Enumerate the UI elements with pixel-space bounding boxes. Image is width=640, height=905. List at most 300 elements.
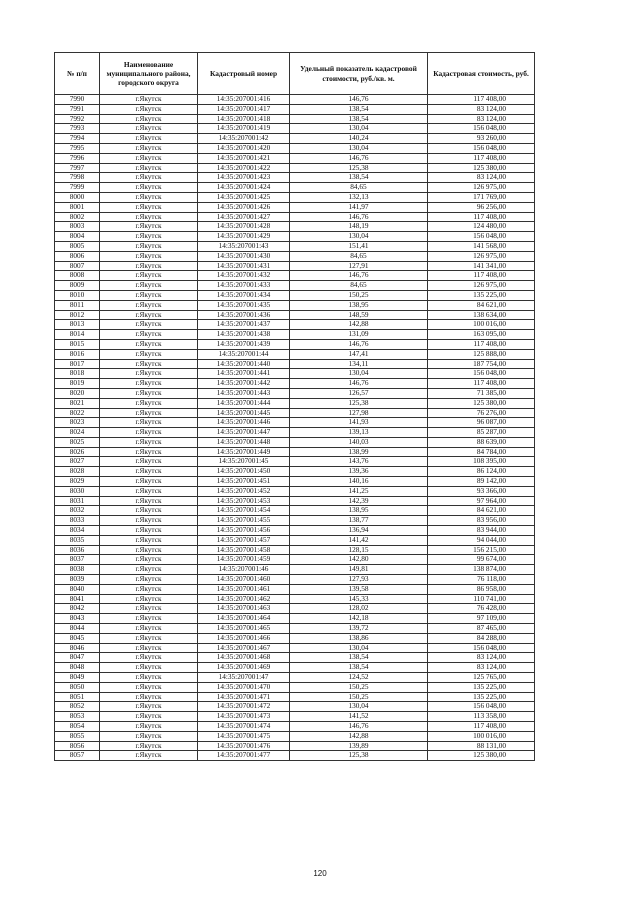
table-row bbox=[55, 633, 535, 643]
municipality-cell: г.Якутск bbox=[100, 682, 198, 692]
cadastral-number-cell: 14:35:207001:453 bbox=[198, 496, 290, 506]
table-row bbox=[55, 731, 535, 741]
municipality-cell: г.Якутск bbox=[100, 535, 198, 545]
cadastral-number-cell: 14:35:207001:417 bbox=[198, 104, 290, 114]
cadastral-cost-cell: 83 124,00 bbox=[428, 104, 535, 114]
cadastral-number-cell: 14:35:207001:437 bbox=[198, 320, 290, 330]
row-number-cell: 8014 bbox=[55, 330, 100, 340]
cadastral-table-container bbox=[54, 52, 534, 761]
specific-value-cell: 146,76 bbox=[290, 722, 428, 732]
municipality-cell: г.Якутск bbox=[100, 300, 198, 310]
specific-value-cell: 139,89 bbox=[290, 741, 428, 751]
specific-value-cell: 130,04 bbox=[290, 143, 428, 153]
cadastral-number-cell: 14:35:207001:420 bbox=[198, 143, 290, 153]
table-row bbox=[55, 682, 535, 692]
row-number-cell: 8054 bbox=[55, 722, 100, 732]
specific-value-cell: 84,65 bbox=[290, 183, 428, 193]
row-number-cell: 8006 bbox=[55, 251, 100, 261]
municipality-cell: г.Якутск bbox=[100, 653, 198, 663]
municipality-cell: г.Якутск bbox=[100, 212, 198, 222]
row-number-cell: 8011 bbox=[55, 300, 100, 310]
table-row bbox=[55, 192, 535, 202]
municipality-cell: г.Якутск bbox=[100, 281, 198, 291]
table-row bbox=[55, 447, 535, 457]
municipality-cell: г.Якутск bbox=[100, 124, 198, 134]
specific-value-cell: 138,99 bbox=[290, 447, 428, 457]
cadastral-number-cell: 14:35:207001:468 bbox=[198, 653, 290, 663]
municipality-cell: г.Якутск bbox=[100, 545, 198, 555]
row-number-cell: 8044 bbox=[55, 624, 100, 634]
specific-value-cell: 141,25 bbox=[290, 486, 428, 496]
specific-value-cell: 127,93 bbox=[290, 575, 428, 585]
cadastral-cost-cell: 84 288,00 bbox=[428, 633, 535, 643]
municipality-cell: г.Якутск bbox=[100, 202, 198, 212]
cadastral-number-cell: 14:35:207001:47 bbox=[198, 673, 290, 683]
municipality-cell: г.Якутск bbox=[100, 643, 198, 653]
table-row bbox=[55, 163, 535, 173]
specific-value-cell: 140,24 bbox=[290, 134, 428, 144]
table-row bbox=[55, 624, 535, 634]
municipality-cell: г.Якутск bbox=[100, 663, 198, 673]
cadastral-number-cell: 14:35:207001:459 bbox=[198, 555, 290, 565]
municipality-cell: г.Якутск bbox=[100, 330, 198, 340]
cadastral-cost-cell: 88 131,00 bbox=[428, 741, 535, 751]
municipality-cell: г.Якутск bbox=[100, 251, 198, 261]
row-number-cell: 8025 bbox=[55, 437, 100, 447]
specific-value-cell: 138,95 bbox=[290, 300, 428, 310]
cadastral-cost-cell: 125 380,00 bbox=[428, 398, 535, 408]
municipality-cell: г.Якутск bbox=[100, 477, 198, 487]
cadastral-cost-cell: 126 975,00 bbox=[428, 251, 535, 261]
cadastral-cost-cell: 141 568,00 bbox=[428, 241, 535, 251]
row-number-cell: 8048 bbox=[55, 663, 100, 673]
specific-value-cell: 146,76 bbox=[290, 153, 428, 163]
row-number-cell: 8036 bbox=[55, 545, 100, 555]
cadastral-number-cell: 14:35:207001:473 bbox=[198, 712, 290, 722]
cadastral-cost-cell: 83 124,00 bbox=[428, 663, 535, 673]
table-row bbox=[55, 712, 535, 722]
cadastral-cost-cell: 171 769,00 bbox=[428, 192, 535, 202]
row-number-cell: 8002 bbox=[55, 212, 100, 222]
cadastral-number-cell: 14:35:207001:424 bbox=[198, 183, 290, 193]
cadastral-number-cell: 14:35:207001:445 bbox=[198, 408, 290, 418]
cadastral-cost-cell: 96 087,00 bbox=[428, 418, 535, 428]
table-row bbox=[55, 643, 535, 653]
row-number-cell: 8003 bbox=[55, 222, 100, 232]
cadastral-number-cell: 14:35:207001:429 bbox=[198, 232, 290, 242]
cadastral-cost-cell: 138 874,00 bbox=[428, 565, 535, 575]
cadastral-cost-cell: 141 341,00 bbox=[428, 261, 535, 271]
cadastral-cost-cell: 100 016,00 bbox=[428, 320, 535, 330]
cadastral-number-cell: 14:35:207001:463 bbox=[198, 604, 290, 614]
table-row bbox=[55, 310, 535, 320]
municipality-cell: г.Якутск bbox=[100, 741, 198, 751]
row-number-cell: 8010 bbox=[55, 290, 100, 300]
specific-value-cell: 142,18 bbox=[290, 614, 428, 624]
municipality-cell: г.Якутск bbox=[100, 408, 198, 418]
table-body bbox=[55, 95, 535, 761]
cadastral-cost-cell: 93 260,00 bbox=[428, 134, 535, 144]
row-number-cell: 8033 bbox=[55, 516, 100, 526]
specific-value-cell: 146,76 bbox=[290, 95, 428, 105]
table-row bbox=[55, 241, 535, 251]
cadastral-number-cell: 14:35:207001:46 bbox=[198, 565, 290, 575]
cadastral-cost-cell: 156 048,00 bbox=[428, 232, 535, 242]
municipality-cell: г.Якутск bbox=[100, 359, 198, 369]
table-row bbox=[55, 134, 535, 144]
cadastral-number-cell: 14:35:207001:449 bbox=[198, 447, 290, 457]
table-row bbox=[55, 222, 535, 232]
cadastral-number-cell: 14:35:207001:436 bbox=[198, 310, 290, 320]
cadastral-cost-cell: 89 142,00 bbox=[428, 477, 535, 487]
cadastral-number-cell: 14:35:207001:447 bbox=[198, 428, 290, 438]
cadastral-number-cell: 14:35:207001:466 bbox=[198, 633, 290, 643]
table-row bbox=[55, 526, 535, 536]
specific-value-cell: 125,38 bbox=[290, 163, 428, 173]
row-number-cell: 8015 bbox=[55, 339, 100, 349]
specific-value-cell: 138,77 bbox=[290, 516, 428, 526]
specific-value-cell: 147,41 bbox=[290, 349, 428, 359]
specific-value-cell: 141,97 bbox=[290, 202, 428, 212]
cadastral-number-cell: 14:35:207001:452 bbox=[198, 486, 290, 496]
specific-value-cell: 150,25 bbox=[290, 682, 428, 692]
cadastral-cost-cell: 83 944,00 bbox=[428, 526, 535, 536]
cadastral-number-cell: 14:35:207001:469 bbox=[198, 663, 290, 673]
table-row bbox=[55, 565, 535, 575]
table-row bbox=[55, 290, 535, 300]
table-row bbox=[55, 516, 535, 526]
row-number-cell: 7993 bbox=[55, 124, 100, 134]
cadastral-number-cell: 14:35:207001:427 bbox=[198, 212, 290, 222]
cadastral-cost-cell: 108 395,00 bbox=[428, 457, 535, 467]
specific-value-cell: 128,15 bbox=[290, 545, 428, 555]
cadastral-number-cell: 14:35:207001:438 bbox=[198, 330, 290, 340]
cadastral-cost-cell: 135 225,00 bbox=[428, 692, 535, 702]
cadastral-number-cell: 14:35:207001:431 bbox=[198, 261, 290, 271]
cadastral-cost-cell: 117 408,00 bbox=[428, 95, 535, 105]
row-number-cell: 7997 bbox=[55, 163, 100, 173]
row-number-cell: 8042 bbox=[55, 604, 100, 614]
cadastral-cost-cell: 87 465,00 bbox=[428, 624, 535, 634]
row-number-cell: 8004 bbox=[55, 232, 100, 242]
specific-value-cell: 134,11 bbox=[290, 359, 428, 369]
cadastral-number-cell: 14:35:207001:432 bbox=[198, 271, 290, 281]
table-row bbox=[55, 379, 535, 389]
table-row bbox=[55, 202, 535, 212]
cadastral-number-cell: 14:35:207001:422 bbox=[198, 163, 290, 173]
row-number-cell: 8018 bbox=[55, 369, 100, 379]
cadastral-cost-cell: 84 621,00 bbox=[428, 300, 535, 310]
row-number-cell: 8037 bbox=[55, 555, 100, 565]
municipality-cell: г.Якутск bbox=[100, 379, 198, 389]
specific-value-cell: 138,86 bbox=[290, 633, 428, 643]
specific-value-cell: 130,04 bbox=[290, 702, 428, 712]
cadastral-value-table bbox=[54, 52, 535, 761]
cadastral-cost-cell: 84 784,00 bbox=[428, 447, 535, 457]
cadastral-number-cell: 14:35:207001:419 bbox=[198, 124, 290, 134]
header-row-number: № п/п bbox=[55, 53, 100, 95]
cadastral-cost-cell: 76 428,00 bbox=[428, 604, 535, 614]
row-number-cell: 8016 bbox=[55, 349, 100, 359]
cadastral-cost-cell: 156 048,00 bbox=[428, 124, 535, 134]
table-row bbox=[55, 584, 535, 594]
table-row bbox=[55, 535, 535, 545]
specific-value-cell: 138,54 bbox=[290, 104, 428, 114]
row-number-cell: 7995 bbox=[55, 143, 100, 153]
municipality-cell: г.Якутск bbox=[100, 604, 198, 614]
row-number-cell: 8045 bbox=[55, 633, 100, 643]
row-number-cell: 8055 bbox=[55, 731, 100, 741]
municipality-cell: г.Якутск bbox=[100, 153, 198, 163]
municipality-cell: г.Якутск bbox=[100, 241, 198, 251]
row-number-cell: 8051 bbox=[55, 692, 100, 702]
table-row bbox=[55, 673, 535, 683]
table-row bbox=[55, 173, 535, 183]
table-row bbox=[55, 330, 535, 340]
table-row bbox=[55, 457, 535, 467]
cadastral-cost-cell: 88 639,00 bbox=[428, 437, 535, 447]
cadastral-number-cell: 14:35:207001:471 bbox=[198, 692, 290, 702]
row-number-cell: 8056 bbox=[55, 741, 100, 751]
row-number-cell: 8027 bbox=[55, 457, 100, 467]
table-row bbox=[55, 506, 535, 516]
municipality-cell: г.Якутск bbox=[100, 486, 198, 496]
table-row bbox=[55, 124, 535, 134]
row-number-cell: 8024 bbox=[55, 428, 100, 438]
table-row bbox=[55, 104, 535, 114]
municipality-cell: г.Якутск bbox=[100, 584, 198, 594]
specific-value-cell: 146,76 bbox=[290, 379, 428, 389]
specific-value-cell: 151,41 bbox=[290, 241, 428, 251]
cadastral-number-cell: 14:35:207001:421 bbox=[198, 153, 290, 163]
cadastral-cost-cell: 86 958,00 bbox=[428, 584, 535, 594]
cadastral-number-cell: 14:35:207001:462 bbox=[198, 594, 290, 604]
header-cadastral-cost: Кадастровая стоимость, руб. bbox=[428, 53, 535, 95]
specific-value-cell: 139,72 bbox=[290, 624, 428, 634]
cadastral-cost-cell: 93 366,00 bbox=[428, 486, 535, 496]
municipality-cell: г.Якутск bbox=[100, 633, 198, 643]
cadastral-cost-cell: 156 048,00 bbox=[428, 143, 535, 153]
specific-value-cell: 136,94 bbox=[290, 526, 428, 536]
specific-value-cell: 126,57 bbox=[290, 388, 428, 398]
table-row bbox=[55, 428, 535, 438]
specific-value-cell: 150,25 bbox=[290, 290, 428, 300]
cadastral-cost-cell: 135 225,00 bbox=[428, 290, 535, 300]
header-municipality: Наименование муниципального района, городского округа bbox=[100, 53, 198, 95]
cadastral-cost-cell: 156 048,00 bbox=[428, 369, 535, 379]
table-row bbox=[55, 153, 535, 163]
cadastral-number-cell: 14:35:207001:434 bbox=[198, 290, 290, 300]
municipality-cell: г.Якутск bbox=[100, 565, 198, 575]
municipality-cell: г.Якутск bbox=[100, 751, 198, 761]
table-row bbox=[55, 477, 535, 487]
row-number-cell: 8023 bbox=[55, 418, 100, 428]
cadastral-cost-cell: 86 124,00 bbox=[428, 467, 535, 477]
municipality-cell: г.Якутск bbox=[100, 349, 198, 359]
table-row bbox=[55, 663, 535, 673]
row-number-cell: 8050 bbox=[55, 682, 100, 692]
table-row bbox=[55, 722, 535, 732]
specific-value-cell: 140,03 bbox=[290, 437, 428, 447]
specific-value-cell: 146,76 bbox=[290, 339, 428, 349]
table-row bbox=[55, 114, 535, 124]
row-number-cell: 8028 bbox=[55, 467, 100, 477]
cadastral-cost-cell: 135 225,00 bbox=[428, 682, 535, 692]
row-number-cell: 8034 bbox=[55, 526, 100, 536]
table-row bbox=[55, 212, 535, 222]
municipality-cell: г.Якутск bbox=[100, 712, 198, 722]
table-row bbox=[55, 741, 535, 751]
specific-value-cell: 127,98 bbox=[290, 408, 428, 418]
cadastral-number-cell: 14:35:207001:460 bbox=[198, 575, 290, 585]
municipality-cell: г.Якутск bbox=[100, 496, 198, 506]
cadastral-number-cell: 14:35:207001:475 bbox=[198, 731, 290, 741]
cadastral-cost-cell: 117 408,00 bbox=[428, 722, 535, 732]
table-row bbox=[55, 369, 535, 379]
row-number-cell: 8019 bbox=[55, 379, 100, 389]
cadastral-cost-cell: 187 754,00 bbox=[428, 359, 535, 369]
municipality-cell: г.Якутск bbox=[100, 624, 198, 634]
header-specific-value: Удельный показатель кадастровой стоимости, руб./кв. м. bbox=[290, 53, 428, 95]
specific-value-cell: 141,52 bbox=[290, 712, 428, 722]
specific-value-cell: 124,52 bbox=[290, 673, 428, 683]
cadastral-cost-cell: 96 256,00 bbox=[428, 202, 535, 212]
specific-value-cell: 138,95 bbox=[290, 506, 428, 516]
cadastral-number-cell: 14:35:207001:42 bbox=[198, 134, 290, 144]
cadastral-number-cell: 14:35:207001:467 bbox=[198, 643, 290, 653]
municipality-cell: г.Якутск bbox=[100, 526, 198, 536]
table-row bbox=[55, 604, 535, 614]
cadastral-cost-cell: 125 888,00 bbox=[428, 349, 535, 359]
cadastral-number-cell: 14:35:207001:416 bbox=[198, 95, 290, 105]
municipality-cell: г.Якутск bbox=[100, 418, 198, 428]
municipality-cell: г.Якутск bbox=[100, 232, 198, 242]
row-number-cell: 8029 bbox=[55, 477, 100, 487]
cadastral-number-cell: 14:35:207001:45 bbox=[198, 457, 290, 467]
municipality-cell: г.Якутск bbox=[100, 467, 198, 477]
municipality-cell: г.Якутск bbox=[100, 731, 198, 741]
cadastral-cost-cell: 125 380,00 bbox=[428, 751, 535, 761]
cadastral-cost-cell: 76 118,00 bbox=[428, 575, 535, 585]
cadastral-number-cell: 14:35:207001:418 bbox=[198, 114, 290, 124]
specific-value-cell: 149,81 bbox=[290, 565, 428, 575]
cadastral-cost-cell: 156 048,00 bbox=[428, 643, 535, 653]
specific-value-cell: 138,54 bbox=[290, 653, 428, 663]
cadastral-cost-cell: 117 408,00 bbox=[428, 339, 535, 349]
specific-value-cell: 127,91 bbox=[290, 261, 428, 271]
table-row bbox=[55, 300, 535, 310]
cadastral-number-cell: 14:35:207001:472 bbox=[198, 702, 290, 712]
cadastral-number-cell: 14:35:207001:446 bbox=[198, 418, 290, 428]
table-row bbox=[55, 486, 535, 496]
cadastral-number-cell: 14:35:207001:450 bbox=[198, 467, 290, 477]
cadastral-cost-cell: 125 765,00 bbox=[428, 673, 535, 683]
cadastral-number-cell: 14:35:207001:470 bbox=[198, 682, 290, 692]
row-number-cell: 8021 bbox=[55, 398, 100, 408]
table-row bbox=[55, 545, 535, 555]
row-number-cell: 8013 bbox=[55, 320, 100, 330]
specific-value-cell: 84,65 bbox=[290, 281, 428, 291]
row-number-cell: 8035 bbox=[55, 535, 100, 545]
table-row bbox=[55, 261, 535, 271]
municipality-cell: г.Якутск bbox=[100, 369, 198, 379]
cadastral-number-cell: 14:35:207001:454 bbox=[198, 506, 290, 516]
municipality-cell: г.Якутск bbox=[100, 428, 198, 438]
table-row bbox=[55, 555, 535, 565]
cadastral-cost-cell: 110 741,00 bbox=[428, 594, 535, 604]
specific-value-cell: 142,80 bbox=[290, 555, 428, 565]
table-row bbox=[55, 281, 535, 291]
specific-value-cell: 140,16 bbox=[290, 477, 428, 487]
cadastral-cost-cell: 156 048,00 bbox=[428, 702, 535, 712]
cadastral-number-cell: 14:35:207001:440 bbox=[198, 359, 290, 369]
cadastral-number-cell: 14:35:207001:430 bbox=[198, 251, 290, 261]
municipality-cell: г.Якутск bbox=[100, 447, 198, 457]
cadastral-number-cell: 14:35:207001:477 bbox=[198, 751, 290, 761]
table-row bbox=[55, 271, 535, 281]
cadastral-number-cell: 14:35:207001:451 bbox=[198, 477, 290, 487]
row-number-cell: 8057 bbox=[55, 751, 100, 761]
municipality-cell: г.Якутск bbox=[100, 388, 198, 398]
cadastral-number-cell: 14:35:207001:474 bbox=[198, 722, 290, 732]
specific-value-cell: 148,59 bbox=[290, 310, 428, 320]
row-number-cell: 7998 bbox=[55, 173, 100, 183]
municipality-cell: г.Якутск bbox=[100, 614, 198, 624]
specific-value-cell: 138,54 bbox=[290, 663, 428, 673]
municipality-cell: г.Якутск bbox=[100, 457, 198, 467]
cadastral-cost-cell: 117 408,00 bbox=[428, 379, 535, 389]
specific-value-cell: 130,04 bbox=[290, 232, 428, 242]
page-number: 120 bbox=[313, 869, 327, 878]
row-number-cell: 8000 bbox=[55, 192, 100, 202]
cadastral-cost-cell: 113 358,00 bbox=[428, 712, 535, 722]
row-number-cell: 8026 bbox=[55, 447, 100, 457]
municipality-cell: г.Якутск bbox=[100, 594, 198, 604]
cadastral-number-cell: 14:35:207001:43 bbox=[198, 241, 290, 251]
municipality-cell: г.Якутск bbox=[100, 192, 198, 202]
specific-value-cell: 142,88 bbox=[290, 731, 428, 741]
cadastral-cost-cell: 84 621,00 bbox=[428, 506, 535, 516]
row-number-cell: 8031 bbox=[55, 496, 100, 506]
table-row bbox=[55, 388, 535, 398]
row-number-cell: 8032 bbox=[55, 506, 100, 516]
cadastral-cost-cell: 97 964,00 bbox=[428, 496, 535, 506]
cadastral-cost-cell: 85 287,00 bbox=[428, 428, 535, 438]
municipality-cell: г.Якутск bbox=[100, 163, 198, 173]
table-row bbox=[55, 751, 535, 761]
specific-value-cell: 141,42 bbox=[290, 535, 428, 545]
table-row bbox=[55, 232, 535, 242]
municipality-cell: г.Якутск bbox=[100, 95, 198, 105]
cadastral-cost-cell: 99 674,00 bbox=[428, 555, 535, 565]
cadastral-number-cell: 14:35:207001:455 bbox=[198, 516, 290, 526]
municipality-cell: г.Якутск bbox=[100, 673, 198, 683]
table-row bbox=[55, 692, 535, 702]
municipality-cell: г.Якутск bbox=[100, 104, 198, 114]
cadastral-number-cell: 14:35:207001:443 bbox=[198, 388, 290, 398]
specific-value-cell: 146,76 bbox=[290, 212, 428, 222]
municipality-cell: г.Якутск bbox=[100, 398, 198, 408]
cadastral-cost-cell: 83 124,00 bbox=[428, 173, 535, 183]
specific-value-cell: 125,38 bbox=[290, 751, 428, 761]
municipality-cell: г.Якутск bbox=[100, 310, 198, 320]
table-row bbox=[55, 359, 535, 369]
table-row bbox=[55, 437, 535, 447]
row-number-cell: 8020 bbox=[55, 388, 100, 398]
specific-value-cell: 84,65 bbox=[290, 251, 428, 261]
municipality-cell: г.Якутск bbox=[100, 437, 198, 447]
municipality-cell: г.Якутск bbox=[100, 183, 198, 193]
